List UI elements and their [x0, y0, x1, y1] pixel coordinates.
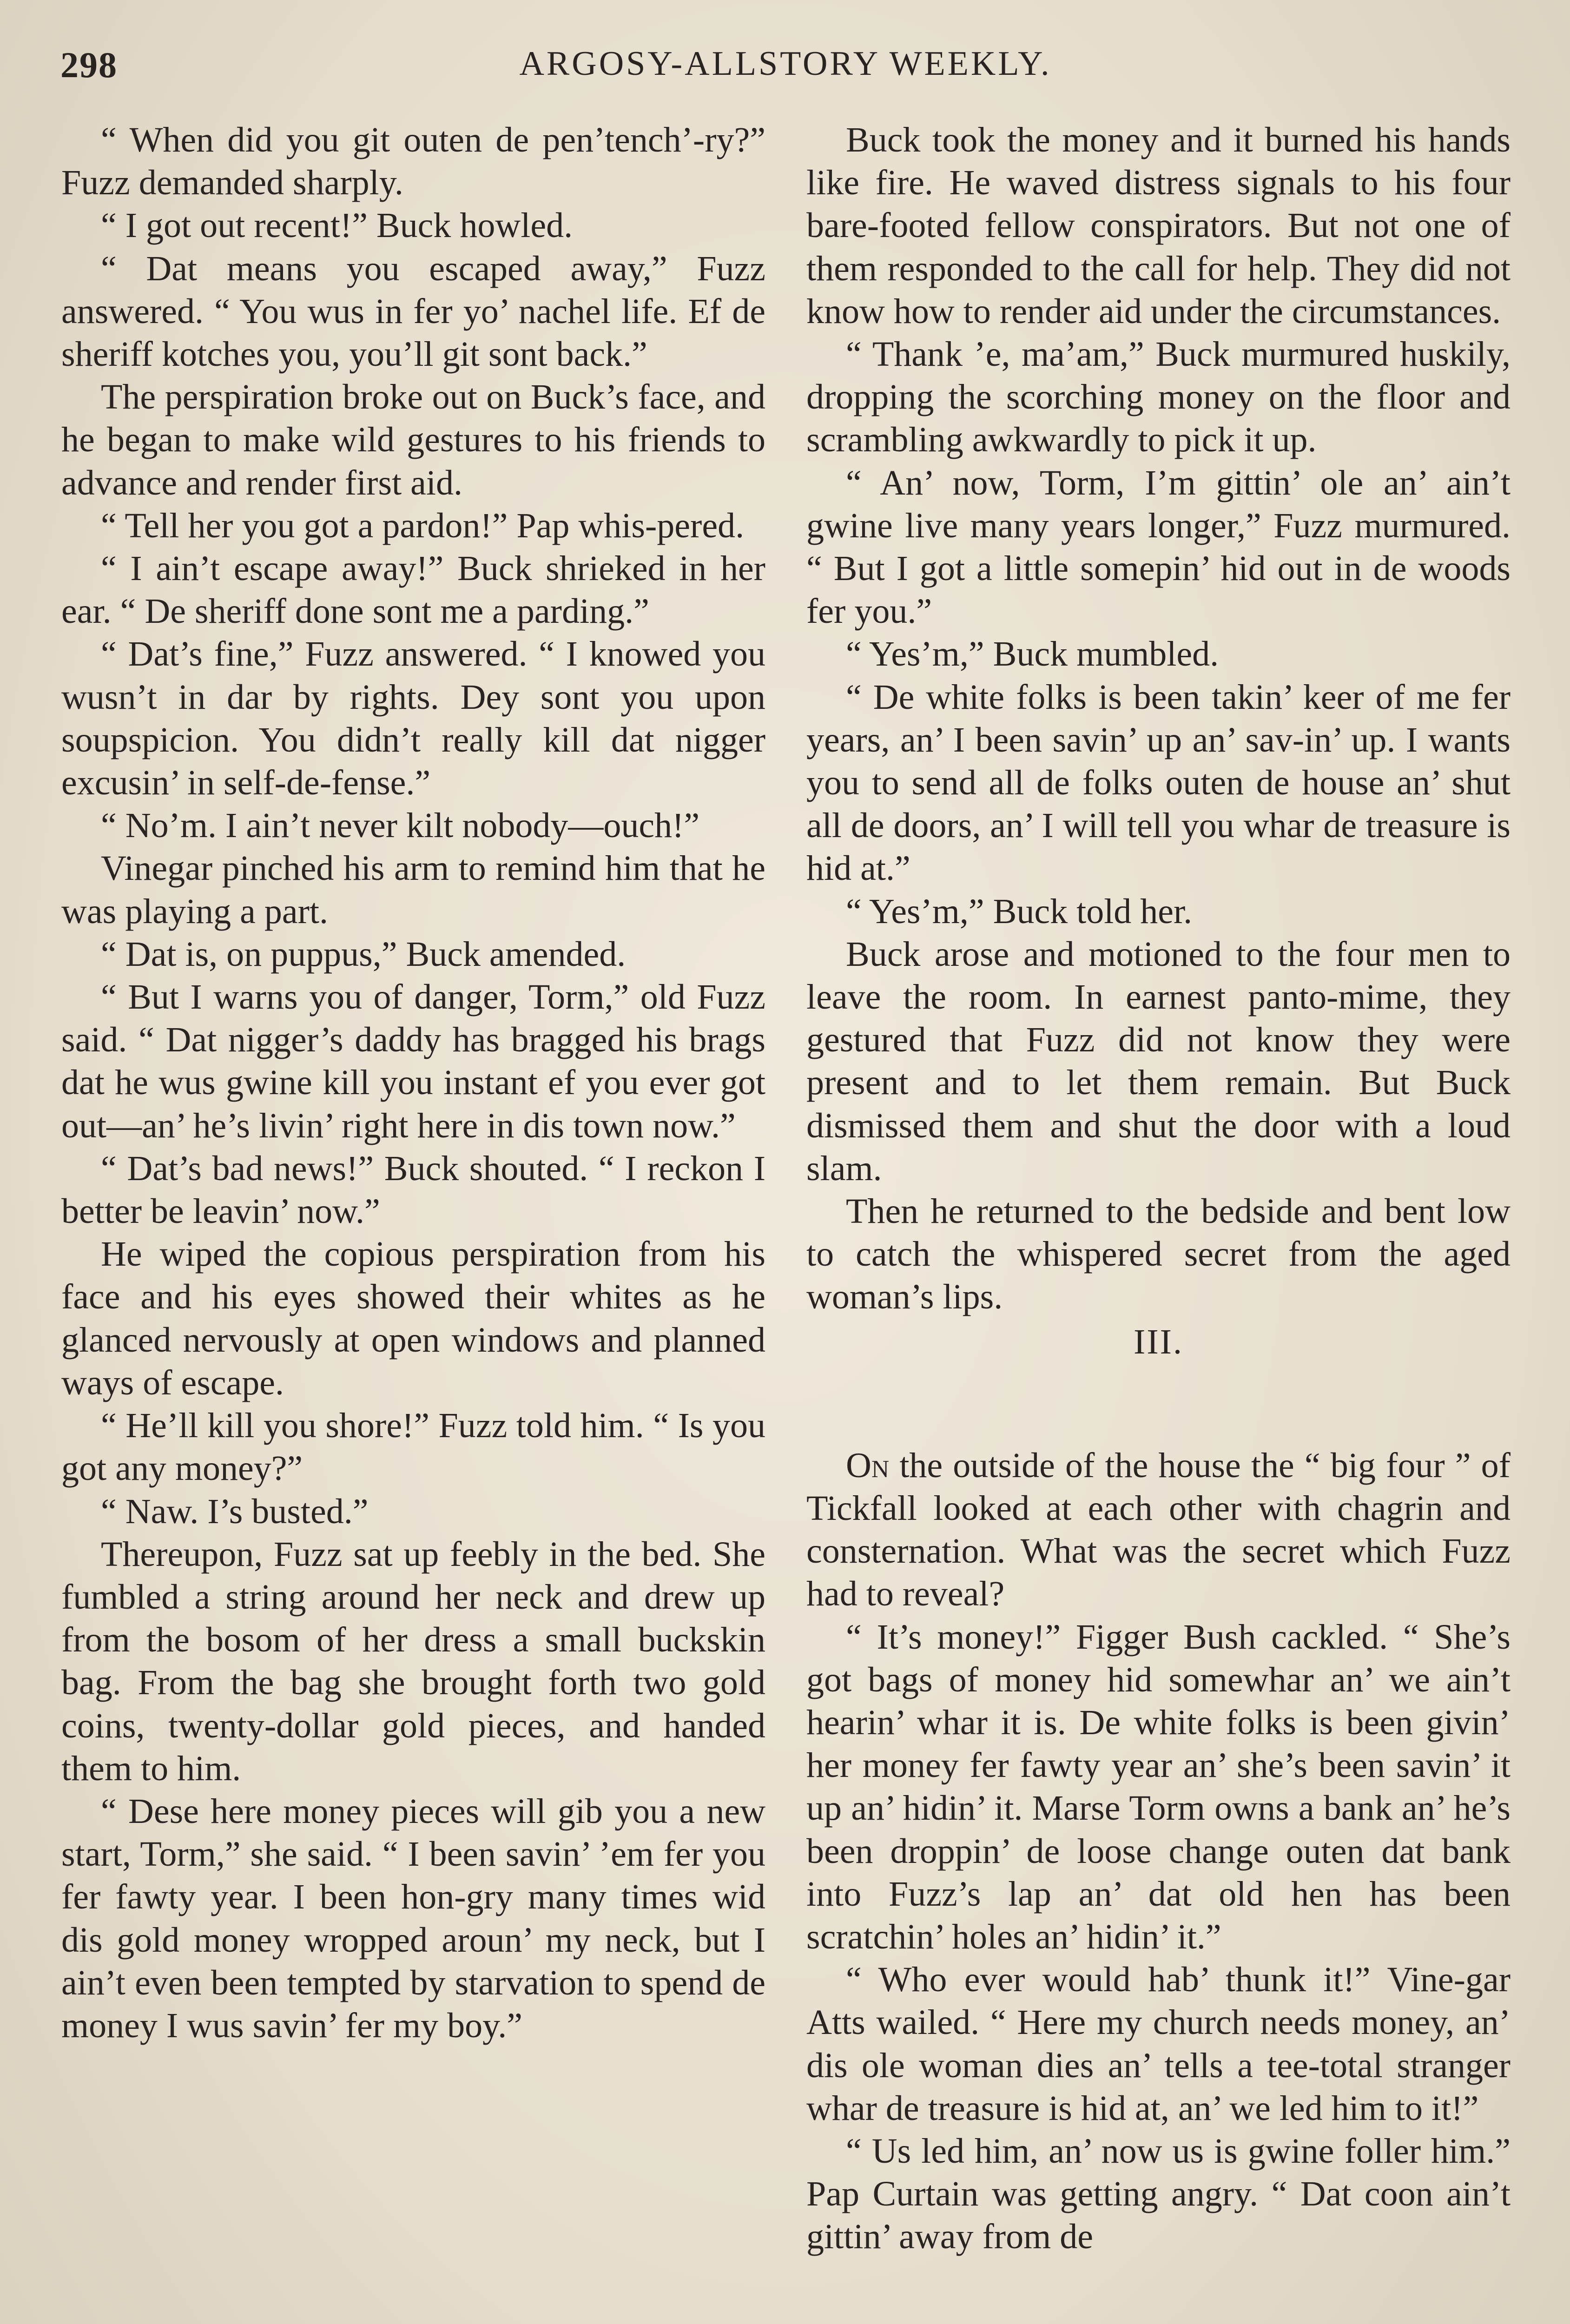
- paragraph: Buck arose and motioned to the four men to leave the room. In earnest panto-mime, they gestured that Fuzz did not know they were present and to let them remain. But Buck dismissed them and shut the door with a loud slam.: [806, 934, 1511, 1188]
- paragraph: “ But I warns you of danger, Torm,” old Fuzz said. “ Dat nigger’s daddy has bragged his brags dat he wus gwine kill you instant ef you ever got out—an’ he’s livin’ right here in dis town now.”: [61, 977, 765, 1145]
- paragraph: He wiped the copious perspiration from his face and his eyes showed their whites as he glanced nervously at open windows and planned ways of escape.: [61, 1235, 765, 1402]
- paragraph: “ An’ now, Torm, I’m gittin’ ole an’ ain’t gwine live many years longer,” Fuzz murmured. “ But I got a little somepin’ hid out in de woods fer you.”: [806, 463, 1511, 631]
- paragraph: “ Naw. I’s busted.”: [101, 1492, 369, 1531]
- paragraph: Vinegar pinched his arm to remind him that he was playing a part.: [61, 849, 765, 931]
- page-header: [60, 44, 1511, 95]
- paragraph: “ Dese here money pieces will gib you a new start, Torm,” she said. “ I been savin’ ’em fer you fer fawty year. I been hon-gry many times wid dis gold money wropped aroun’ my neck, but I ain’t even been tempted by starvation to spend de money I wus savin’ fer my boy.”: [61, 1791, 765, 2045]
- paragraph: Then he returned to the bedside and bent low to catch the whispered secret from the aged woman’s lips.: [806, 1192, 1511, 1317]
- paragraph: “ Dat’s fine,” Fuzz answered. “ I knowed you wusn’t in dar by rights. Dey sont you upon soupspicion. You didn’t really kill dat nigger excusin’ in self-de-fense.”: [61, 634, 765, 803]
- paragraph: Thereupon, Fuzz sat up feebly in the bed. She fumbled a string around her neck and drew up from the bosom of her dress a small buckskin bag. From the bag she brought forth two gold coins, twenty-dollar gold pieces, and handed them to him.: [61, 1534, 765, 1788]
- paragraph: “ He’ll kill you shore!” Fuzz told him. “ Is you got any money?”: [61, 1406, 765, 1488]
- drop-word: On: [846, 1446, 890, 1485]
- paragraph: “ No’m. I ain’t never kilt nobody—ouch!”: [101, 806, 700, 845]
- paragraph: “ It’s money!” Figger Bush cackled. “ She’s got bags of money hid somewhar an’ we ain’t hearin’ whar it is. De white folks is been givin’ her money fer fawty year an’ she’s been savin’ it up an’ hidin’ it. Marse Torm owns a bank an’ he’s been droppin’ de loose change outen dat bank into Fuzz’s lap an’ dat old hen has been scratchin’ holes an’ hidin’ it.”: [806, 1617, 1511, 1956]
- paragraph: “ Dat’s bad news!” Buck shouted. “ I reckon I better be leavin’ now.”: [61, 1149, 765, 1231]
- paragraph: “ When did you git outen de pen’tench’-ry?” Fuzz demanded sharply.: [61, 120, 765, 203]
- paragraph: “ Tell her you got a pardon!” Pap whis-pered.: [101, 506, 745, 545]
- left-column: [61, 119, 765, 2047]
- paragraph: “ Who ever would hab’ thunk it!” Vine-gar Atts wailed. “ Here my church needs money, an’ dis ole woman dies an’ tells a tee-total stranger whar de treasure is hid at, an’ we led him to it!”: [806, 1960, 1511, 2128]
- paragraph: “ Us led him, an’ now us is gwine foller him.” Pap Curtain was getting angry. “ Dat coon ain’t gittin’ away from de: [806, 2131, 1511, 2257]
- right-column: [806, 119, 1511, 2258]
- paragraph: “ Dat is, on puppus,” Buck amended.: [101, 934, 626, 974]
- paragraph: “ Yes’m,” Buck mumbled.: [846, 634, 1219, 674]
- paragraph: “ Thank ’e, ma’am,” Buck murmured huskily, dropping the scorching money on the floor and scrambling awkwardly to pick it up.: [806, 335, 1511, 460]
- paragraph: “ I ain’t escape away!” Buck shrieked in her ear. “ De sheriff done sont me a parding.”: [61, 549, 765, 631]
- paragraph-text: the outside of the house the “ big four ” of Tickfall looked at each other with chagrin and consternation. What was the secret which Fuzz had to reveal?: [806, 1446, 1511, 1614]
- paragraph: “ Dat means you escaped away,” Fuzz answered. “ You wus in fer yo’ nachel life. Ef de sheriff kotches you, you’ll git sont back.”: [61, 249, 765, 374]
- paragraph: Buck took the money and it burned his hands like fire. He waved distress signals to his four bare-footed fellow conspirators. But not one of them responded to the call for help. They did not know how to render aid under the circumstances.: [806, 120, 1511, 331]
- paragraph: [806, 1444, 1511, 1616]
- paragraph: “ I got out recent!” Buck howled.: [101, 206, 573, 245]
- section-heading: III.: [1134, 1322, 1183, 1361]
- running-title: ARGOSY-ALLSTORY WEEKLY.: [519, 45, 1052, 83]
- paragraph: “ De white folks is been takin’ keer of me fer years, an’ I been savin’ up an’ sav-in’ up. I wants you to send all de folks outen de house an’ shut all de doors, an’ I will tell you whar de treasure is hid at.”: [806, 677, 1511, 888]
- page-number: 298: [60, 45, 118, 85]
- paragraph: “ Yes’m,” Buck told her.: [846, 891, 1193, 931]
- paragraph: The perspiration broke out on Buck’s face, and he began to make wild gestures to his friends to advance and render first aid.: [61, 377, 765, 502]
